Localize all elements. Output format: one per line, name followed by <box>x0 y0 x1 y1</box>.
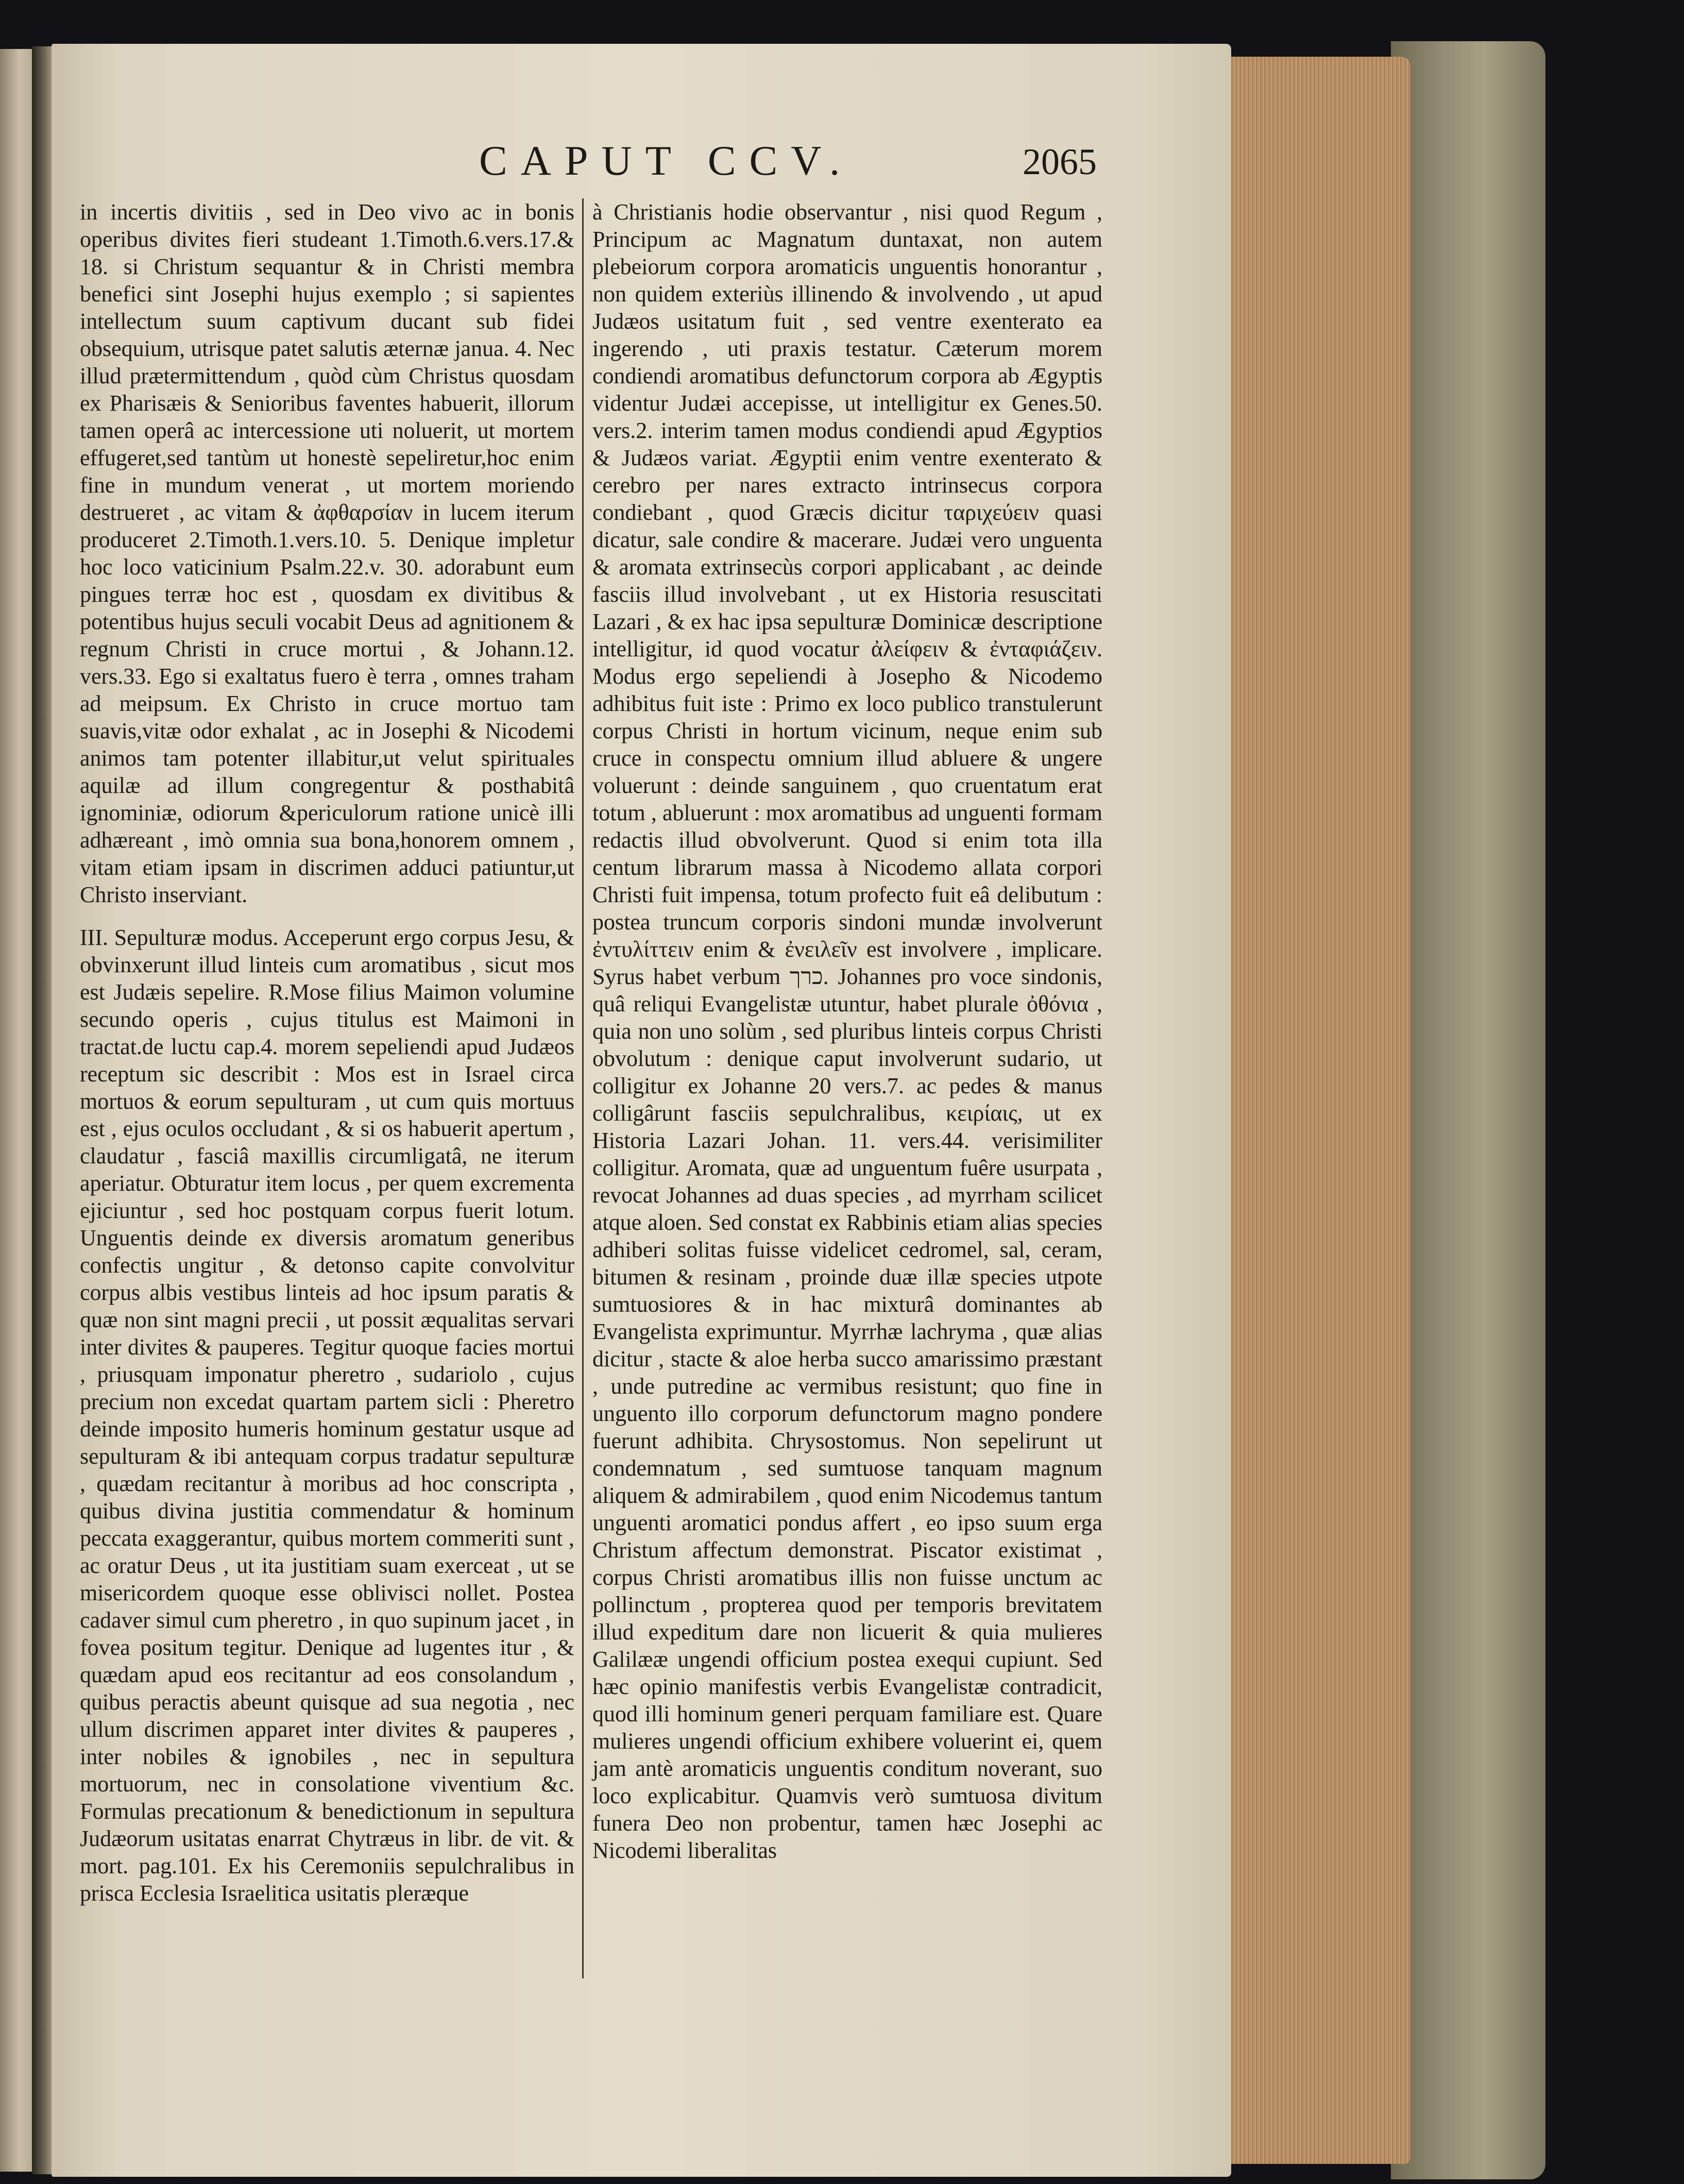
left-paragraph-2: III. Sepulturæ modus. Acceperunt ergo corpus Jesu, & obvinxerunt illud linteis cum aromatibus , sicut mos est Judæis sepelire. R.Mose filius Maimon volumine secundo operis , cujus titulus est Maimoni in tractat.de luctu cap.4. morem sepeliendi apud Judæos receptum sic describit : Mos est in Israel circa mortuos & eorum sepulturam , ut cum quis mortuus est , ejus oculos occludant , & si os habuerit apertum , claudatur , fasciâ maxillis circumligatâ, ne iterum aperiatur. Obturatur item locus , per quem excrementa ejiciuntur , sed hoc postquam corpus fuerit lotum. Unguentis deinde ex diversis aromatum generibus confectis ungitur , & detonso capite convolvitur corpus albis vestibus linteis ad hoc ipsum paratis & quæ non sint magni precii , ut possit æqualitas servari inter divites & pauperes. Tegitur quoque facies mortui , priusquam imponatur pheretro , sudariolo , cujus precium non excedat quartam partem sicli : Pheretro deinde imposito humeris hominum gestatur usque ad sepulturam & ibi antequam corpus tradatur sepulturæ , quædam recitantur à moribus ad hoc conscripta , quibus divina justitia commendatur & hominum peccata exaggerantur, quibus mortem commeriti sunt , ac oratur Deus , ut ita justitiam suam exerceat , ut se misericordem quoque esse oblivisci nollet. Postea cadaver simul cum pheretro , in quo supinum jacet , in fovea positum tegitur. Denique ad lugentes itur , & quædam apud eos recitantur ad eos consolandum , quibus peractis abeunt quisque ad sua negotia , nec ullum discrimen apparet inter divites & pauperes , inter nobiles & ignobiles , nec in sepultura mortuorum, nec in consolatione viventium &c. Formulas precationum & benedictionum in sepultura Judæorum usitatas enarrat Chytræus in libr. de vit. & mort. pag.101. Ex his Ceremoniis sepulchralibus in prisca Ecclesia Israelitica usitatis pleræque <box>80 925 574 1906</box>
chapter-heading: CAPUT CCV. <box>479 137 854 184</box>
left-text-column <box>80 198 574 1907</box>
book-cover <box>1391 41 1545 2179</box>
right-paragraph-1: à Christianis hodie observantur , nisi quod Regum , Principum ac Magnatum duntaxat, non autem plebeiorum corpora aromaticis unguentis honorantur , non quidem exteriùs illinendo & involvendo , ut apud Judæos usitatum fuit , sed ventre exenterato ea ingerendo , uti praxis testatur. Cæterum morem condiendi aromatibus defunctorum corpora ab Ægyptis videntur Judæi accepisse, ut intelligitur ex Genes.50. vers.2. interim tamen modus condiendi apud Ægyptios & Judæos variat. Ægyptii enim ventre exenterato & cerebro per nares extracto intrinsecus corpora condiebant , quod Græcis dicitur ταριχεύειν quasi dicatur, sale condire & macerare. Judæi vero unguenta & aromata extrinsecùs corpori applicabant , ac deinde fasciis illud involvebant , ut ex Historia resuscitati Lazari , & ex hac ipsa sepulturæ Dominicæ descriptione intelligitur, id quod vocatur ἀλείφειν & ἐνταφιάζειν. Modus ergo sepeliendi à Josepho & Nicodemo adhibitus fuit iste : Primo ex loco publico transtulerunt corpus Christi in hortum vicinum, neque enim sub cruce in conspectu omnium illud abluere & ungere voluerunt : deinde sanguinem , quo cruentatum erat totum , abluerunt : mox aromatibus ad unguenti formam redactis illud obvolverunt. Quod si enim tota illa centum librarum massa à Nicodemo allata corpori Christi fuit impensa, totum profecto fuit eâ delibutum : postea truncum corporis sindoni mundæ involverunt ἐντυλίττειν enim & ἐνειλεῖν est involvere , implicare. Syrus habet verbum כרך. Johannes pro voce sindonis, quâ reliqui Evangelistæ utuntur, habet plurale ὀθόνια , quia non uno solùm , sed pluribus linteis corpus Christi obvolutum : denique caput involverunt sudario, ut colligitur ex Johanne 20 vers.7. ac pedes & manus colligârunt fasciis sepulchralibus, κειρίαις, ut ex Historia Lazari Johan. 11. vers.44. verisimiliter colligitur. Aromata, quæ ad unguentum fuêre usurpata , revocat Johannes ad duas species , ad myrrham scilicet atque aloen. Sed constat ex Rabbinis etiam alias species adhiberi solitas fuisse videlicet cedromel, sal, ceram, bitumen & resinam , proinde duæ illæ species utpote sumtuosiores & in hac mixturâ dominantes ab Evangelista exprimuntur. Myrrhæ lachryma , quæ alias dicitur , stacte & aloe herba succo amarissimo præstant , unde putredine ac vermibus resistunt; quo fine in unguento illo corporum defunctorum magno pondere fuerunt adhibita. Chrysostomus. Non sepelirunt ut condemnatum , sed sumtuose tanquam magnum aliquem & admirabilem , quod enim Nicodemus tantum unguenti aromatici pondus affert , eo ipso suum erga Christum affectum demonstrat. Piscator existimat , corpus Christi aromatibus illis non fuisse unctum ac pollinctum , propterea quod per temporis brevitatem illud expeditum dare non licuerit & quia mulieres Galilææ ungendi officium postea exequi cupiunt. Sed hæc opinio manifestis verbis Evangelistæ contradicit, quod illi hominum generi perquam familiare est. Quare mulieres ungendi officium exhibere voluerint ei, quem jam antè aromaticis unguentis conditum noverant, suo loco explicabitur. Quamvis verò sumtuosa divitum funera Deo non probentur, tamen hæc Josephi ac Nicodemi liberalitas <box>592 199 1103 1863</box>
page-number: 2065 <box>1023 141 1097 182</box>
running-head <box>52 137 1231 193</box>
left-paragraph-1: in incertis divitiis , sed in Deo vivo ac in bonis operibus divites fieri studeant 1.Timoth.6.vers.17.& 18. si Christum sequantur & in Christi membra benefici sint Josephi hujus exemplo ; si sapientes intellectum suum captivum ducant sub fidei obsequium, utrisque patet salutis æternæ janua. 4. Nec illud prætermittendum , quòd cùm Christus quosdam ex Pharisæis & Senioribus faventes habuerit, illorum tamen operâ ac intercessione uti noluerit, ut mortem effugeret,sed tantùm ut honestè sepeliretur,hoc enim fine in mundum venerat , ut mortem moriendo destrueret , ac vitam & ἀφθαρσίαν in lucem iterum produceret 2.Timoth.1.vers.10. 5. Denique impletur hoc loco vaticinium Psalm.22.v. 30. adorabunt eum pingues terræ hoc est , quosdam ex divitibus & potentibus hujus seculi vocabit Deus ad agnitionem & regnum Christi in cruce mortui , & Johann.12. vers.33. Ego si exaltatus fuero è terra , omnes traham ad meipsum. Ex Christo in cruce mortuo tam suavis,vitæ odor exhalat , ac in Josephi & Nicodemi animos tam potenter illabitur,ut velut spirituales aquilæ ad illum congregentur & posthabitâ ignominiæ, odiorum &periculorum ratione unicè illi adhæreant , imò omnia sua bona,honorem omnem , vitam etiam ipsam in discrimen adduci patiuntur,ut Christo inserviant. <box>80 199 574 907</box>
book-binding <box>32 46 53 2174</box>
right-text-column <box>592 198 1102 1864</box>
previous-page-edge <box>0 49 33 2172</box>
page-edges <box>1223 57 1410 2164</box>
column-divider <box>582 198 584 1978</box>
